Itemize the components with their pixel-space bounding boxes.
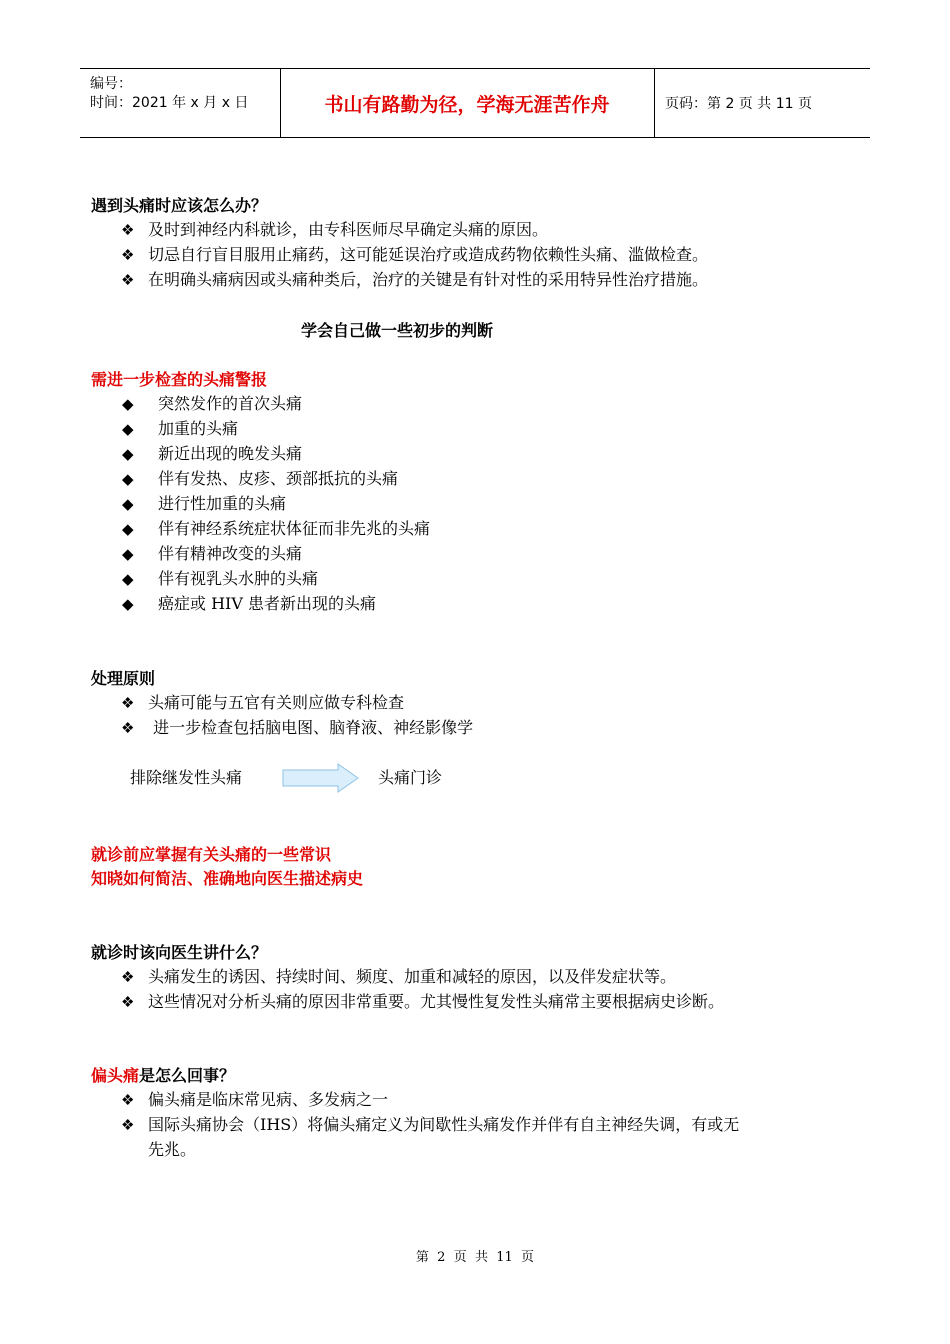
list-item: 国际头痛协会（IHS）将偏头痛定义为间歇性头痛发作并伴有自主神经失调，有或无 xyxy=(148,1115,740,1134)
header-motto: 书山有路勤为径，学海无涯苦作舟 xyxy=(280,69,655,137)
section-title-rest: 是怎么回事？ xyxy=(139,1066,236,1085)
diamond-bullet-icon: ◆ xyxy=(122,520,134,538)
diamond-bullet-icon: ◆ xyxy=(122,570,134,588)
section-title: 就诊时该向医生讲什么？ xyxy=(91,943,268,962)
section-title: 处理原则 xyxy=(91,669,156,688)
list-item: 新近出现的晚发头痛 xyxy=(158,444,303,463)
list-item: 伴有发热、皮疹、颈部抵抗的头痛 xyxy=(158,469,399,488)
page-header xyxy=(80,68,870,138)
list-item: 偏头痛是临床常见病、多发病之一 xyxy=(148,1090,389,1109)
list-item: 及时到神经内科就诊，由专科医师尽早确定头痛的原因。 xyxy=(148,220,549,239)
date-label: 时间：2021 年 x 月 x 日 xyxy=(90,95,249,111)
section-title: 遇到头痛时应该怎么办？ xyxy=(91,196,268,215)
star-bullet-icon: ❖ xyxy=(121,694,135,712)
center-heading: 学会自己做一些初步的判断 xyxy=(301,321,494,340)
list-item: 伴有精神改变的头痛 xyxy=(158,544,303,563)
star-bullet-icon: ❖ xyxy=(121,1116,135,1134)
star-bullet-icon: ❖ xyxy=(121,1091,135,1109)
warning-title: 需进一步检查的头痛警报 xyxy=(91,370,268,389)
list-item: 切忌自行盲目服用止痛药，这可能延误治疗或造成药物依赖性头痛、滥做检查。 xyxy=(148,245,709,264)
star-bullet-icon: ❖ xyxy=(121,221,135,239)
star-bullet-icon: ❖ xyxy=(121,719,135,737)
diamond-bullet-icon: ◆ xyxy=(122,395,134,413)
list-item: 突然发作的首次头痛 xyxy=(158,394,303,413)
diamond-bullet-icon: ◆ xyxy=(122,595,134,613)
diamond-bullet-icon: ◆ xyxy=(122,470,134,488)
header-page-info: 页码：第 2 页 共 11 页 xyxy=(665,96,812,112)
list-item: 进一步检查包括脑电图、脑脊液、神经影像学 xyxy=(148,718,474,737)
page-footer: 第 2 页 共 11 页 xyxy=(415,1250,535,1265)
list-item: 头痛可能与五官有关则应做专科检查 xyxy=(148,693,405,712)
star-bullet-icon: ❖ xyxy=(121,271,135,289)
red-heading: 就诊前应掌握有关头痛的一些常识 xyxy=(91,845,332,864)
flow-from-label: 排除继发性头痛 xyxy=(130,768,243,787)
flow-to-label: 头痛门诊 xyxy=(378,768,443,787)
list-item: 在明确头痛病因或头痛种类后，治疗的关键是有针对性的采用特异性治疗措施。 xyxy=(148,270,709,289)
header-meta-cell xyxy=(80,69,281,137)
list-item: 加重的头痛 xyxy=(158,419,239,438)
star-bullet-icon: ❖ xyxy=(121,246,135,264)
diamond-bullet-icon: ◆ xyxy=(122,495,134,513)
list-item: 头痛发生的诱因、持续时间、频度、加重和减轻的原因，以及伴发症状等。 xyxy=(148,967,677,986)
diamond-bullet-icon: ◆ xyxy=(122,445,134,463)
list-item: 癌症或 HIV 患者新出现的头痛 xyxy=(158,594,377,613)
number-label: 编号： xyxy=(90,76,132,92)
list-item: 这些情况对分析头痛的原因非常重要。尤其慢性复发性头痛常主要根据病史诊断。 xyxy=(148,992,725,1011)
list-item-continuation: 先兆。 xyxy=(148,1140,197,1159)
list-item: 进行性加重的头痛 xyxy=(158,494,287,513)
red-heading: 知晓如何简洁、准确地向医生描述病史 xyxy=(91,869,364,888)
diamond-bullet-icon: ◆ xyxy=(122,545,134,563)
star-bullet-icon: ❖ xyxy=(121,968,135,986)
list-item: 伴有神经系统症状体征而非先兆的头痛 xyxy=(158,519,431,538)
section-title xyxy=(91,1066,235,1086)
section-title-highlight: 偏头痛 xyxy=(91,1066,140,1085)
list-item: 伴有视乳头水肿的头痛 xyxy=(158,569,319,588)
star-bullet-icon: ❖ xyxy=(121,993,135,1011)
right-arrow-icon xyxy=(282,763,360,793)
diamond-bullet-icon: ◆ xyxy=(122,420,134,438)
